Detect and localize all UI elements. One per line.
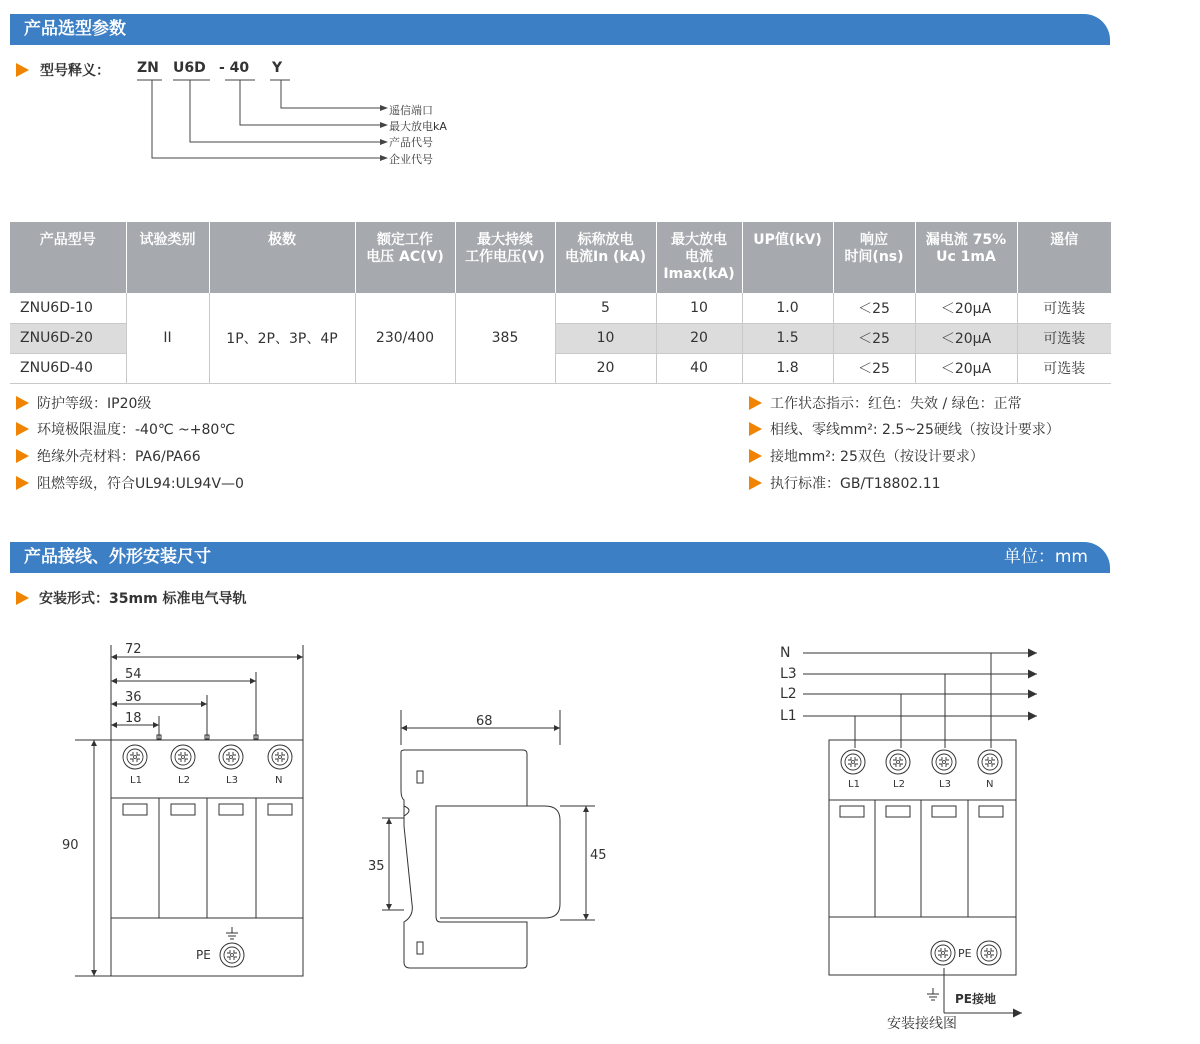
terminal-label-pe: PE	[958, 947, 972, 960]
feature-temperature: 环境极限温度：-40℃ ~+80℃	[16, 420, 235, 440]
col-up-value: UP值(kV)	[742, 222, 833, 293]
cell-poles: 1P、2P、3P、4P	[209, 293, 355, 383]
terminal-label-l1: L1	[848, 779, 860, 790]
dim-height-90: 90	[62, 838, 79, 853]
terminal-label-n: N	[986, 779, 994, 790]
cell-leakage: ＜20μA	[915, 353, 1017, 383]
line-label-l2: L2	[780, 686, 797, 702]
legend-product-code: 产品代号	[389, 136, 433, 149]
feature-status-indicator: 工作状态指示：红色：失效 / 绿色：正常	[749, 394, 1022, 414]
cell-nominal-current: 20	[555, 353, 656, 383]
pe-ground-label: PE接地	[955, 992, 996, 1006]
cell-response-time: ＜25	[833, 323, 915, 353]
col-response-time: 响应 时间(ns)	[833, 222, 915, 293]
wiring-diagram	[780, 645, 1037, 1032]
model-part-remote: Y	[272, 60, 283, 76]
dim-width-68: 68	[476, 714, 493, 729]
col-nominal-current: 标称放电 电流In (kA)	[555, 222, 656, 293]
cell-max-current: 10	[656, 293, 742, 323]
dim-36: 36	[125, 690, 142, 705]
feature-material: 绝缘外壳材料：PA6/PA66	[16, 447, 201, 467]
cell-model: ZNU6D-40	[10, 353, 126, 383]
terminal-label-l3: L3	[226, 775, 238, 786]
section-title: 产品选型参数	[24, 19, 126, 39]
model-code-label: 型号释义：	[40, 63, 110, 79]
terminal-label-l2: L2	[178, 775, 190, 786]
cell-up-value: 1.0	[742, 293, 833, 323]
install-type: 安装形式：35mm 标准电气导轨	[16, 589, 247, 609]
col-model: 产品型号	[10, 222, 126, 293]
cell-test-class: II	[126, 293, 209, 383]
feature-flame-rating: 阻燃等级，符合UL94:UL94V—0	[16, 474, 244, 494]
cell-up-value: 1.8	[742, 353, 833, 383]
cell-rated-voltage: 230/400	[355, 293, 455, 383]
unit-label: 单位：mm	[1003, 547, 1088, 567]
cell-remote: 可选装	[1017, 323, 1111, 353]
cell-response-time: ＜25	[833, 293, 915, 323]
dim-rail-35: 35	[368, 859, 385, 874]
cell-remote: 可选装	[1017, 353, 1111, 383]
dim-54: 54	[125, 667, 142, 682]
legend-max-discharge: 最大放电kA	[389, 120, 447, 133]
cell-nominal-current: 10	[555, 323, 656, 353]
front-view-drawing	[62, 642, 303, 976]
col-max-current: 最大放电 电流 Imax(kA)	[656, 222, 742, 293]
legend-company-code: 企业代号	[389, 153, 433, 166]
feature-ground-wire: 接地mm²: 25双色（按设计要求）	[749, 447, 984, 467]
dim-72: 72	[125, 642, 142, 657]
model-part-current: - 40	[219, 60, 250, 76]
side-view-drawing	[368, 710, 607, 968]
model-part-company: ZN	[137, 60, 159, 76]
line-label-l1: L1	[780, 708, 797, 724]
line-label-n: N	[780, 645, 791, 661]
feature-standard: 执行标准：GB/T18802.11	[749, 474, 941, 494]
cell-response-time: ＜25	[833, 353, 915, 383]
col-poles: 极数	[209, 222, 355, 293]
cell-model: ZNU6D-10	[10, 293, 126, 323]
terminal-label-pe: PE	[196, 948, 211, 962]
legend-remote-port: 遥信端口	[389, 104, 433, 117]
cell-up-value: 1.5	[742, 323, 833, 353]
cell-remote: 可选装	[1017, 293, 1111, 323]
feature-phase-wire: 相线、零线mm²: 2.5~25硬线（按设计要求）	[749, 420, 1060, 440]
cell-max-current: 20	[656, 323, 742, 353]
terminal-label-n: N	[275, 775, 283, 786]
terminal-label-l3: L3	[939, 779, 951, 790]
terminal-label-l1: L1	[130, 775, 142, 786]
cell-leakage: ＜20μA	[915, 293, 1017, 323]
cell-max-current: 40	[656, 353, 742, 383]
cell-model: ZNU6D-20	[10, 323, 126, 353]
cell-nominal-current: 5	[555, 293, 656, 323]
col-rated-voltage: 额定工作 电压 AC(V)	[355, 222, 455, 293]
cell-leakage: ＜20μA	[915, 323, 1017, 353]
col-remote: 遥信	[1017, 222, 1111, 293]
wiring-caption: 安装接线图	[887, 1016, 957, 1032]
line-label-l3: L3	[780, 666, 797, 682]
feature-protection: 防护等级：IP20级	[16, 394, 151, 414]
col-leakage: 漏电流 75% Uc 1mA	[915, 222, 1017, 293]
model-part-product: U6D	[173, 60, 206, 76]
dim-depth-45: 45	[590, 848, 607, 863]
col-max-voltage: 最大持续 工作电压(V)	[455, 222, 555, 293]
cell-max-voltage: 385	[455, 293, 555, 383]
dim-18: 18	[125, 711, 142, 726]
terminal-label-l2: L2	[893, 779, 905, 790]
section-title: 产品接线、外形安装尺寸	[24, 547, 211, 567]
col-test-class: 试验类别	[126, 222, 209, 293]
